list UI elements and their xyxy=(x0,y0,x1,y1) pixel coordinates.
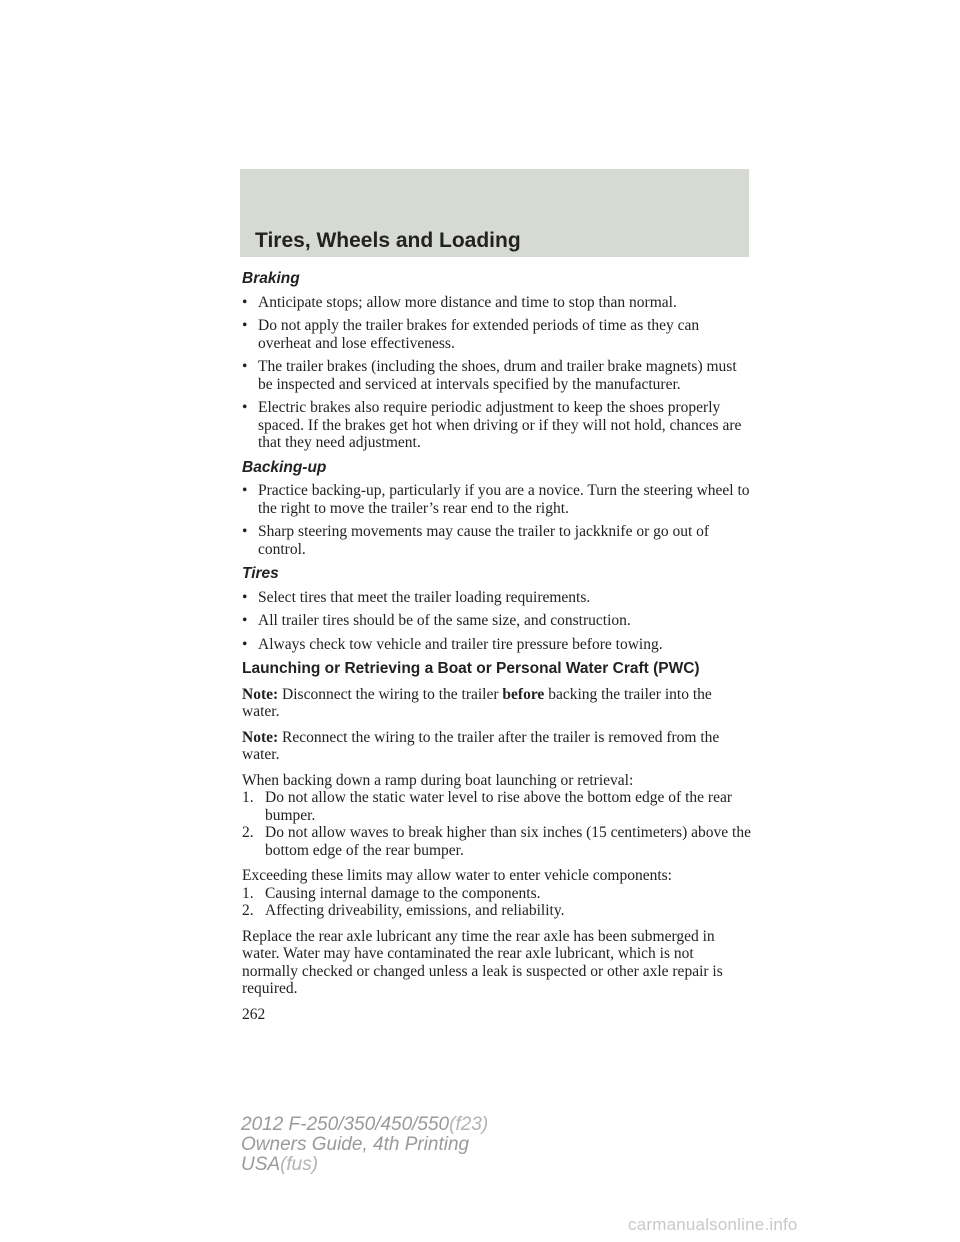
list-item: • Sharp steering movements may cause the trailer to jackknife or go out of control. xyxy=(242,523,752,558)
list-item: • All trailer tires should be of the same size, and construction. xyxy=(242,612,752,630)
note-text: Reconnect the wiring to the trailer after the trailer is removed from the water. xyxy=(242,728,720,763)
list-item xyxy=(242,789,752,824)
footer-region-code: (fus) xyxy=(280,1154,319,1175)
tires-list xyxy=(242,589,752,654)
note-label: Note: xyxy=(242,685,279,703)
braking-list xyxy=(242,294,752,452)
section-title: Tires, Wheels and Loading xyxy=(255,229,521,252)
braking-heading: Braking xyxy=(242,270,300,287)
list-item: • The trailer brakes (including the shoes, drum and trailer brake magnets) must be inspected and serviced at intervals specified by the manufacturer. xyxy=(242,358,752,393)
step-text: Do not allow the static water level to rise above the bottom edge of the rear bumper. xyxy=(265,789,732,824)
footer-line-1 xyxy=(241,1115,488,1135)
footer-model-code: (f23) xyxy=(449,1114,489,1135)
step-number: 1. xyxy=(242,789,254,806)
footer-region: USA xyxy=(241,1154,281,1175)
list-item xyxy=(242,902,752,920)
ramp-intro: When backing down a ramp during boat launching or retrieval: xyxy=(242,771,634,789)
footer-line-2: Owners Guide, 4th Printing xyxy=(241,1134,470,1155)
footer-model: 2012 F-250/350/450/550 xyxy=(241,1114,450,1135)
page-content xyxy=(242,270,752,1023)
list-item: • Electric brakes also require periodic adjustment to keep the shoes properly spaced. If the brakes get hot when driving or if they will not hold, chances are that they need adjustment. xyxy=(242,399,752,452)
ramp-steps xyxy=(242,789,752,859)
watermark: carmanualsonline.info xyxy=(628,1215,798,1234)
list-item: • Do not apply the trailer brakes for extended periods of time as they can overheat and lose effectiveness. xyxy=(242,317,752,352)
list-item: • Always check tow vehicle and trailer tire pressure before towing. xyxy=(242,636,752,654)
note-text-a: Disconnect the wiring to the trailer xyxy=(282,685,499,703)
step-number: 2. xyxy=(242,824,254,841)
launching-heading: Launching or Retrieving a Boat or Personal Water Craft (PWC) xyxy=(242,660,700,677)
closing-paragraph: Replace the rear axle lubricant any time the rear axle has been submerged in water. Water may have contaminated the rear axle lubricant, which is not normally checked or changed unless a leak is suspected or other axle repair is required. xyxy=(242,927,723,997)
list-item xyxy=(242,824,752,859)
tires-heading: Tires xyxy=(242,565,279,582)
list-item: • Anticipate stops; allow more distance and time to stop than normal. xyxy=(242,294,752,312)
document-footer xyxy=(241,1115,488,1175)
note-disconnect xyxy=(242,686,752,721)
footer-line-3 xyxy=(241,1155,488,1175)
note-reconnect xyxy=(242,729,752,764)
note-label: Note: xyxy=(242,728,279,746)
step-text: Do not allow waves to break higher than six inches (15 centimeters) above the bottom edge of the rear bumper. xyxy=(265,824,751,859)
note-emphasis: before xyxy=(502,685,545,703)
exceed-intro: Exceeding these limits may allow water to enter vehicle components: xyxy=(242,867,672,884)
step-text: Affecting driveability, emissions, and reliability. xyxy=(265,902,565,919)
list-item: • Practice backing-up, particularly if you are a novice. Turn the steering wheel to the right to move the trailer’s rear end to the right. xyxy=(242,482,752,517)
exceed-steps xyxy=(242,885,752,920)
step-number: 2. xyxy=(242,902,254,919)
list-item xyxy=(242,885,752,903)
page-number: 262 xyxy=(242,1005,266,1023)
note-text-b: backing the trailer into the water. xyxy=(242,685,712,720)
step-number: 1. xyxy=(242,884,254,902)
backing-up-list xyxy=(242,482,752,558)
step-text: Causing internal damage to the components. xyxy=(265,884,541,902)
backing-up-heading: Backing-up xyxy=(242,458,327,476)
list-item: • Select tires that meet the trailer loading requirements. xyxy=(242,589,752,607)
